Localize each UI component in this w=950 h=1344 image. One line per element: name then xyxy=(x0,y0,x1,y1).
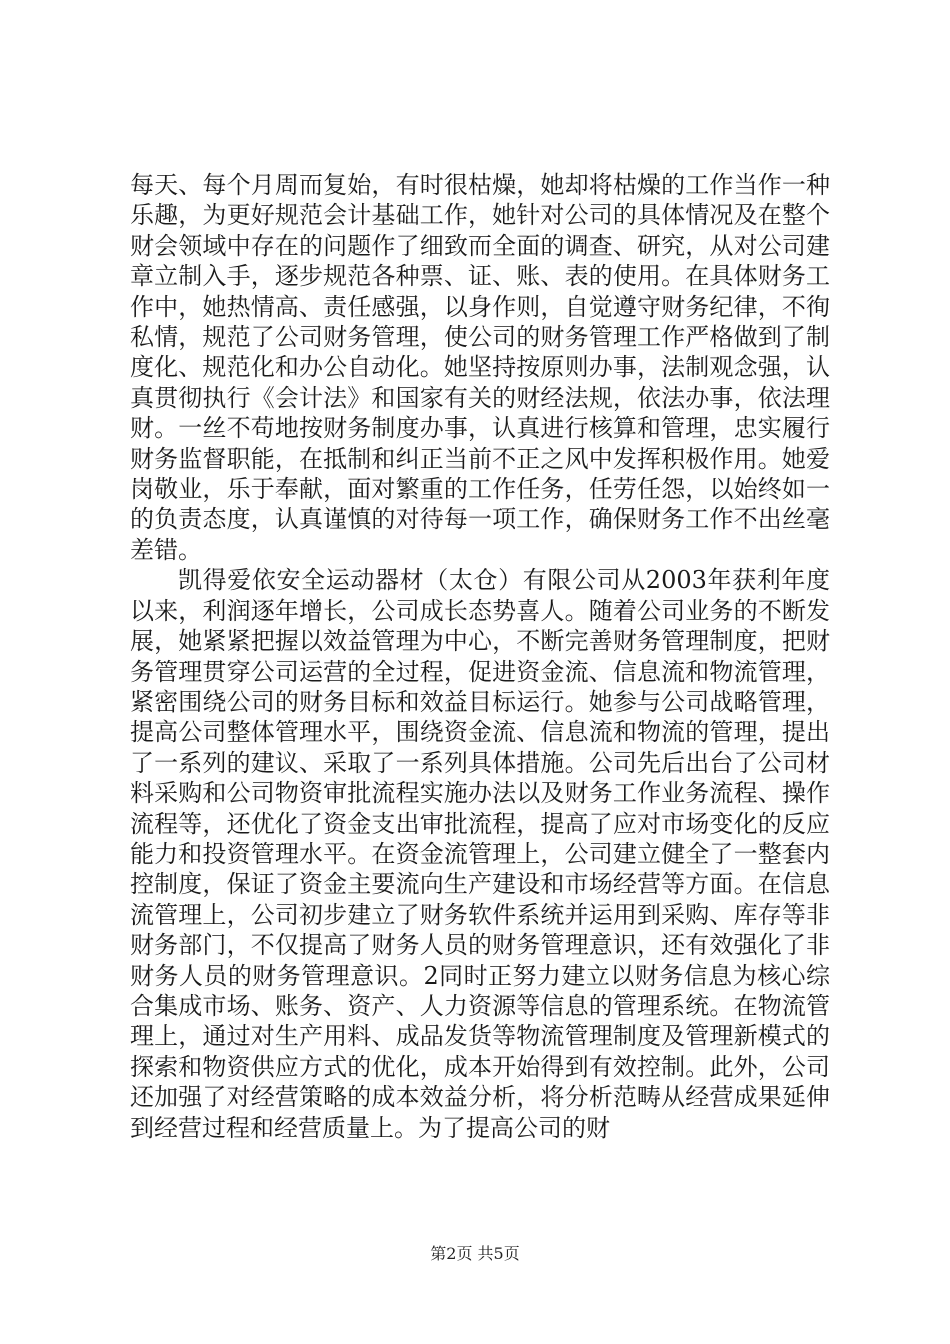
document-body xyxy=(130,170,830,1143)
paragraph-2: 凯得爱依安全运动器材（太仓）有限公司从2003年获利年度以来，利润逐年增长，公司成长态势喜人。随着公司业务的不断发展，她紧紧把握以效益管理为中心，不断完善财务管理制度，把财务管理贯穿公司运营的全过程，促进资金流、信息流和物流管理，紧密围绕公司的财务目标和效益目标运行。她参与公司战略管理，提高公司整体管理水平，围绕资金流、信息流和物流的管理，提出了一系列的建议、采取了一系列具体措施。公司先后出台了公司材料采购和公司物资审批流程实施办法以及财务工作业务流程、操作流程等，还优化了资金支出审批流程，提高了应对市场变化的反应能力和投资管理水平。在资金流管理上，公司建立健全了一整套内控制度，保证了资金主要流向生产建设和市场经营等方面。在信息流管理上，公司初步建立了财务软件系统并运用到采购、库存等非财务部门，不仅提高了财务人员的财务管理意识，还有效强化了非财务人员的财务管理意识。2同时正努力建立以财务信息为核心综合集成市场、账务、资产、人力资源等信息的管理系统。在物流管理上，通过对生产用料、成品发货等物流管理制度及管理新模式的探索和物资供应方式的优化，成本开始得到有效控制。此外，公司还加强了对经营策略的成本效益分析，将分析范畴从经营成果延伸到经营过程和经营质量上。为了提高公司的财 xyxy=(130,566,830,1142)
paragraph-1: 每天、每个月周而复始，有时很枯燥，她却将枯燥的工作当作一种乐趣，为更好规范会计基础工作，她针对公司的具体情况及在整个财会领域中存在的问题作了细致而全面的调查、研究，从对公司建章立制入手，逐步规范各种票、证、账、表的使用。在具体财务工作中，她热情高、责任感强，以身作则，自觉遵守财务纪律，不徇私情，规范了公司财务管理，使公司的财务管理工作严格做到了制度化、规范化和办公自动化。她坚持按原则办事，法制观念强，认真贯彻执行《会计法》和国家有关的财经法规，依法办事，依法理财。一丝不苟地按财务制度办事，认真进行核算和管理，忠实履行财务监督职能，在抵制和纠正当前不正之风中发挥积极作用。她爱岗敬业，乐于奉献，面对繁重的工作任务，任劳任怨，以始终如一的负责态度，认真谨慎的对待每一项工作，确保财务工作不出丝毫差错。 xyxy=(130,171,830,564)
page-footer: 第2页 共5页 xyxy=(430,1244,520,1263)
